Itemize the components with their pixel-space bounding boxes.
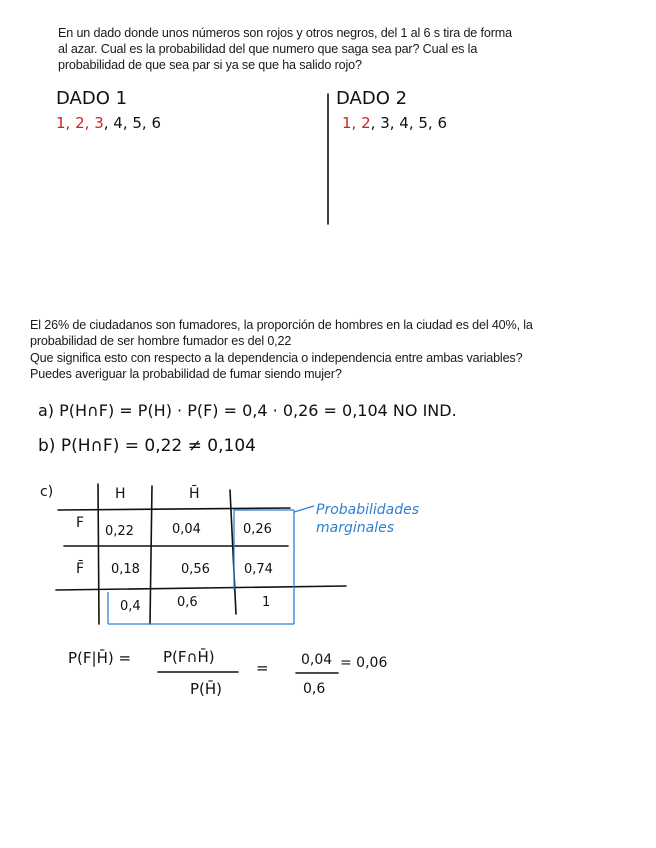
dice2-black-1: 3	[380, 114, 390, 132]
cell-1-0: 0,18	[111, 562, 140, 577]
cell-2-0: 0,4	[120, 599, 141, 614]
problem2-line-2: probabilidad de ser hombre fumador es del 0,22	[30, 334, 292, 348]
dice1-black-2: 5	[132, 114, 142, 132]
problem1-line-1: En un dado donde unos números son rojos y otros negros, del 1 al 6 s tira de forma	[58, 26, 512, 40]
problem2-line-3: Que significa esto con respecto a la dependencia o independencia entre ambas variables?	[30, 351, 523, 365]
dice1-red-2: 2	[75, 114, 85, 132]
problem1-line-2: al azar. Cual es la probabilidad del que numero que saga sea par? Cual es la	[58, 42, 478, 56]
formula-numerator-value: 0,04	[301, 652, 333, 668]
cell-2-2: 1	[262, 595, 271, 610]
formula-lhs: P(F|H̄) =	[68, 649, 132, 667]
answer-b: b) P(H∩F) = 0,22 ≠ 0,104	[38, 436, 256, 456]
annotation-line-1: Probabilidades	[316, 502, 420, 518]
dice2-black-2: 4	[399, 114, 409, 132]
formula-numerator: P(F∩H̄)	[163, 648, 215, 666]
cell-1-1: 0,56	[181, 562, 210, 577]
conditional-probability-formula	[68, 647, 387, 698]
dice1-red-3: 3	[94, 114, 104, 132]
formula-denominator: P(H̄)	[190, 680, 223, 698]
cell-1-2: 0,74	[244, 562, 273, 577]
cell-0-1: 0,04	[172, 522, 201, 537]
row-header-f-bar: F̄	[76, 561, 85, 577]
contingency-table	[56, 484, 346, 624]
answer-c-label: c)	[40, 484, 54, 500]
formula-denominator-value: 0,6	[303, 681, 326, 697]
cell-0-2: 0,26	[243, 522, 272, 537]
dice2-black-4: 6	[437, 114, 448, 132]
dice1-red-1: 1	[56, 114, 66, 132]
problem1-line-3: probabilidad de que sea par si ya se que ha salido rojo?	[58, 58, 362, 72]
dice2-red-1: 1	[342, 114, 352, 132]
formula-equals: =	[256, 659, 269, 677]
dice1-title: DADO 1	[56, 88, 128, 109]
dice2-red-2: 2	[361, 114, 371, 132]
dice2-numbers: 1, 2, 3, 4, 5, 6	[342, 114, 448, 132]
dice2-title: DADO 2	[336, 88, 408, 109]
col-header-h: H	[115, 486, 126, 502]
col-header-h-bar: H̄	[189, 486, 200, 502]
dice1-black-3: 6	[151, 114, 162, 132]
row-header-f: F	[76, 515, 85, 531]
problem2-line-4: Puedes averiguar la probabilidad de fumar siendo mujer?	[30, 367, 342, 381]
answer-a: a) P(H∩F) = P(H) · P(F) = 0,4 · 0,26 = 0,104 NO IND.	[38, 401, 457, 420]
problem2-line-1: El 26% de ciudadanos son fumadores, la proporción de hombres en la ciudad es del 40%, la	[30, 318, 533, 332]
cell-2-1: 0,6	[177, 595, 198, 610]
dice2-black-3: 5	[418, 114, 428, 132]
dice1-black-1: 4	[113, 114, 123, 132]
formula-result: = 0,06	[340, 655, 388, 671]
cell-0-0: 0,22	[105, 524, 134, 539]
annotation-line-2: marginales	[316, 520, 394, 536]
dice1-numbers: 1, 2, 3, 4, 5, 6	[56, 114, 162, 132]
